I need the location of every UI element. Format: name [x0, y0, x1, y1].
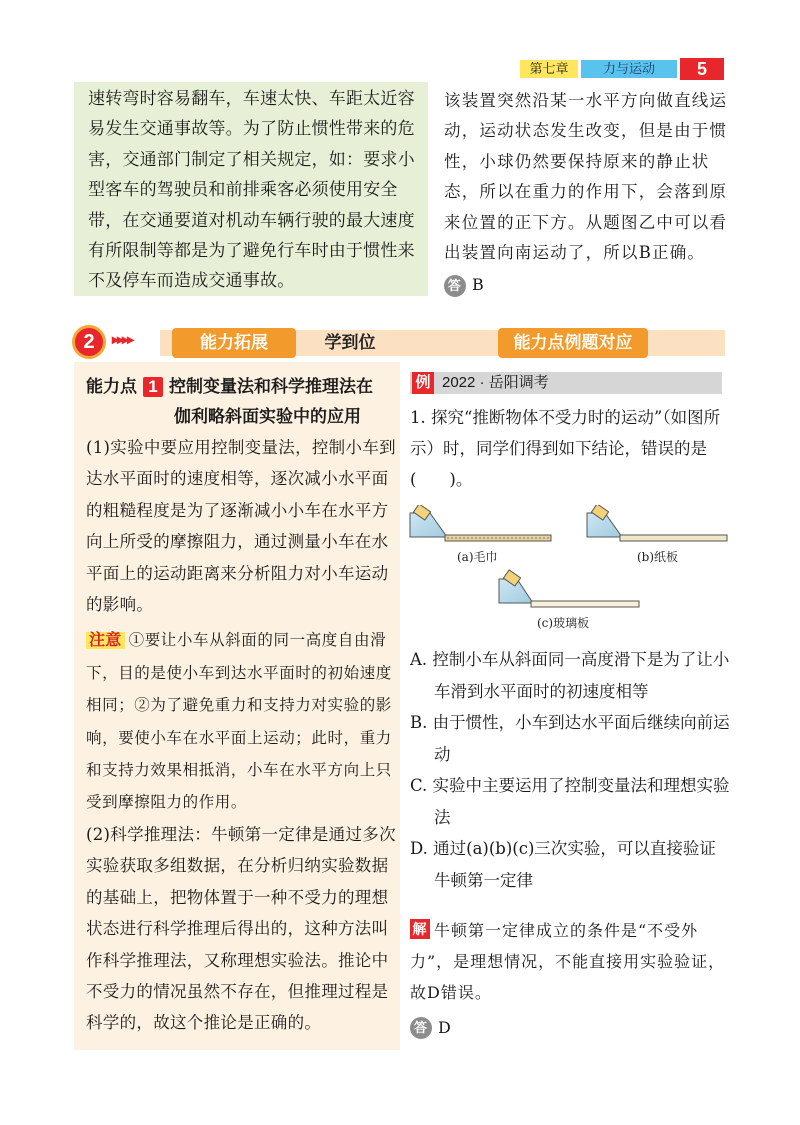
- figure-a: [410, 505, 551, 564]
- section-number: 2: [72, 325, 106, 359]
- note-block: [86, 624, 396, 818]
- example-answer: D: [438, 1018, 452, 1037]
- topic-label: 力与运动: [581, 60, 677, 78]
- options-list: [410, 644, 730, 896]
- ramp-diagram: [405, 505, 735, 635]
- answer-row: [444, 270, 734, 300]
- example-answer-badge: 答: [410, 1017, 432, 1039]
- ability-point-title-line1: 控制变量法和科学推理法在: [169, 377, 373, 396]
- figure-label-c: (c)玻璃板: [537, 616, 590, 630]
- page-number: 5: [680, 58, 724, 80]
- solution-text: 牛顿第一定律成立的条件是“不受外力”，是理想情况，不能直接用实验验证，故D错误。: [410, 921, 726, 1002]
- option-b: B. 由于惯性，小车到达水平面后继续向前运动: [410, 713, 730, 764]
- figure-label-b: (b)纸板: [637, 550, 679, 564]
- answer-value: B: [472, 275, 485, 295]
- ability-point-label: 能力点: [86, 377, 137, 396]
- arrow-icon: ▸▸▸▸: [112, 331, 133, 347]
- explanation-text: [444, 86, 734, 301]
- solution-tag: 解: [410, 919, 430, 939]
- option-c: C. 实验中主要运用了控制变量法和理想实验法: [410, 776, 730, 827]
- solution-block: [410, 915, 732, 1043]
- ability-point-number: 1: [143, 377, 163, 397]
- ability-point-body: [86, 432, 396, 1039]
- tab-learn: 学到位: [324, 333, 376, 352]
- example-answer-row: [410, 1012, 732, 1043]
- ability-point-title: [86, 372, 396, 432]
- tab-ability-expand: 能力拓展: [172, 328, 296, 358]
- explanation-body: 该装置突然沿某一水平方向做直线运动，运动状态发生改变，但是由于惯性，小球仍然要保持原来的静止状态，所以在重力的作用下，会落到原来位置的正下方。从题图乙中可以看出装置向南运动了，所以B正确。: [444, 91, 728, 263]
- option-a: A. 控制小车从斜面同一高度滑下是为了让小车滑到水平面时的初速度相等: [410, 650, 730, 701]
- example-source: 2022 · 岳阳调考: [442, 374, 549, 391]
- paragraph-2: (2)科学推理法：牛顿第一定律是通过多次实验获取多组数据，在分析归纳实验数据的基础上，把物体置于一种不受力的理想状态进行科学推理后得出的，这种方法叫作科学推理法，又称理想实验法。推论中不受力的情况虽然不存在，但推理过程是科学的，故这个推论是正确的。: [86, 824, 396, 1033]
- example-tag: 例: [412, 372, 434, 394]
- figure-c: [499, 570, 639, 630]
- note-text: ①要让小车从斜面的同一高度自由滑下，目的是使小车到达水平面时的初始速度相同；②为了避免重力和支持力对实验的影响，要使小车在水平面上运动；此时，重力和支持力效果相抵消，小车在水平方向上只受到摩擦阻力的作用。: [86, 631, 392, 812]
- question-text: 1. 探究“推断物体不受力时的运动”（如图所示）时，同学们得到如下结论，错误的是( )。: [410, 408, 721, 489]
- figure-label-a: (a)毛巾: [457, 550, 498, 564]
- figure-b: [587, 505, 727, 564]
- chapter-label: 第七章: [520, 60, 578, 78]
- option-d: D. 通过(a)(b)(c)三次实验，可以直接验证牛顿第一定律: [410, 839, 716, 890]
- note-tag: 注意: [86, 632, 125, 649]
- paragraph-1: (1)实验中要应用控制变量法，控制小车到达水平面时的速度相等，逐次减小水平面的粗糙程度是为了逐渐减小小车在水平方向上所受的摩擦阻力，通过测量小车在水平面上的运动距离来分析阻力对小车运动的影响。: [86, 438, 396, 615]
- answer-badge: 答: [444, 275, 466, 297]
- summary-text: 速转弯时容易翻车，车速太快、车距太近容易发生交通事故等。为了防止惯性带来的危害，交通部门制定了相关规定，如：要求小型客车的驾驶员和前排乘客必须使用安全带，在交通要道对机动车辆行驶的最大速度有所限制等都是为了避免行车时由于惯性来不及停车而造成交通事故。: [88, 89, 415, 292]
- experiment-figure: [405, 505, 735, 635]
- tab-example-match: 能力点例题对应: [498, 328, 648, 358]
- ability-point-title-line2: 伽利略斜面实验中的应用: [174, 407, 361, 426]
